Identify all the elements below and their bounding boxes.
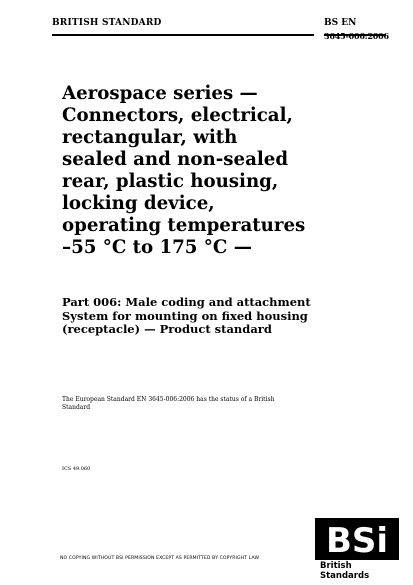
bsi-logo-subtitle: British Standards: [320, 561, 370, 581]
standard-code-line2: 3645-006:2006: [324, 31, 389, 41]
bsi-logo: [315, 518, 399, 560]
copyright-footer: NO COPYING WITHOUT BSI PERMISSION EXCEPT AS PERMITTED BY COPYRIGHT LAW: [60, 556, 260, 561]
publisher-label: BRITISH STANDARD: [52, 18, 162, 28]
header-rule-left: [52, 34, 314, 36]
status-statement: The European Standard EN 3645-006:2006 has the status of a British Standard: [62, 396, 275, 411]
header-left: [52, 18, 322, 29]
header-right: [324, 18, 394, 41]
kitemark-strip: [320, 510, 396, 518]
document-title: Aerospace series — Connectors, electrical, rectangular, with sealed and non-sealed rear, plastic housing, locking device, operating temperatures –55 °C to 175 °C —: [62, 83, 306, 258]
part-title: Part 006: Male coding and attachment System for mounting on fixed housing (receptacle) — Product standard: [62, 295, 311, 337]
bsi-logo-text: BSi: [325, 521, 389, 560]
ics-code: ICS 49.060: [62, 466, 91, 472]
standard-code-line1: BS EN: [324, 18, 357, 28]
bsi-logo-graphic: [315, 518, 399, 560]
